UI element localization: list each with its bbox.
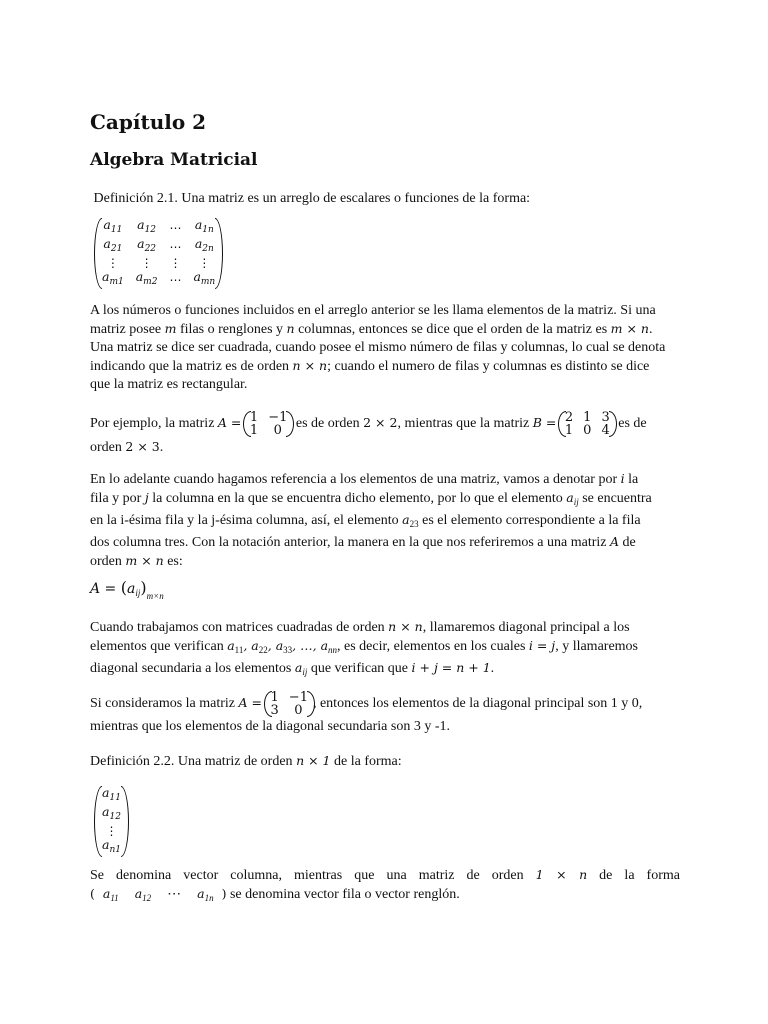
text-line: indicando que la matriz es de orden n × n; cuando el numero de filas y columnas es distinto se dice: [90, 358, 650, 374]
matrix-a2-cell: 0: [294, 702, 303, 718]
text-line: Si consideramos la matriz A = 1 −1 3 0 , entonces los elementos de la diagonal principal son 1 y 0,: [90, 689, 643, 718]
general-matrix-table: [96, 218, 221, 289]
example-diagonals: [90, 688, 680, 736]
paragraph-diagonals: [90, 618, 680, 681]
matrix-b-cell: 4: [601, 422, 610, 438]
general-matrix-row: [96, 256, 221, 270]
text-line: Una matriz se dice ser cuadrada, cuando posee el mismo número de filas y columnas, lo cual se denota: [90, 340, 666, 355]
general-matrix-cell: ⋯: [169, 220, 182, 235]
matrix-a-cell: −1: [268, 409, 288, 425]
matrix-notation: $A = (a_{ij})_{m\times n}$: [90, 578, 164, 601]
definition-label: Definición 2.1.: [93, 191, 178, 206]
general-matrix-row: [96, 270, 221, 289]
column-matrix: [96, 786, 127, 857]
general-matrix-cell: ⋯: [169, 239, 182, 254]
matrix-a-cell: 1: [249, 422, 259, 438]
row-vector-entry: ⋯: [167, 887, 182, 902]
matrix-b-cell: 0: [583, 422, 592, 438]
general-matrix-cell: $a_{m2}$: [135, 269, 158, 287]
matrix-a2-cell: −1: [288, 689, 308, 705]
chapter-heading: Capítulo 2: [90, 110, 207, 134]
column-matrix-cell: $a_{11}$: [102, 785, 121, 803]
text-line: orden 2 × 3.: [90, 439, 164, 455]
row-vector-entry: $a_{12}$: [134, 886, 152, 903]
general-matrix-row: [96, 218, 221, 237]
matrix-b-cell: 1: [583, 409, 592, 425]
matrix-b-cell: 1: [564, 422, 574, 438]
definition-label: Definición 2.2.: [90, 754, 175, 769]
text-line: Por ejemplo, la matriz A = 1 −1 1 0 es de orden 2 × 2, mientras que la matriz B = 2 1 3 1 0 4 es de: [90, 409, 647, 438]
column-matrix-cell: ⋮: [105, 824, 118, 838]
column-matrix-cell: $a_{12}$: [102, 804, 121, 822]
matrix-a-row: [245, 411, 292, 424]
matrix-a2-cell: 1: [270, 689, 279, 705]
general-matrix-cell: $a_{21}$: [103, 236, 123, 254]
text-line: elementos que verifican $a_{11}$, $a_{22}$, $a_{33}$, …, $a_{nn}$, es decir, elementos en los cuales i = j, y llamaremos: [90, 638, 638, 655]
text-line: dos columna tres. Con la notación anterior, la manera en la que nos referiremos a una matriz A de: [90, 534, 636, 550]
general-matrix-cell: $a_{mn}$: [193, 269, 216, 287]
definition-2-1: [90, 190, 680, 208]
matrix-a-example: [245, 411, 292, 437]
general-matrix-cell: ⋯: [169, 272, 182, 287]
text-line: orden m × n es:: [90, 553, 183, 569]
section-title: Algebra Matricial: [90, 150, 258, 170]
paragraph-elements: [90, 302, 680, 394]
matrix-b-row: [560, 424, 615, 437]
row-vector: [95, 887, 222, 902]
general-matrix-cell: $a_{m1}$: [102, 269, 124, 287]
matrix-a2-cell: 3: [270, 702, 279, 718]
general-matrix-cell: $a_{12}$: [137, 217, 157, 235]
matrix-a-cell: 1: [249, 409, 259, 425]
text-line: Cuando trabajamos con matrices cuadradas de orden n × n, llamaremos diagonal principal a los: [90, 619, 630, 635]
text-line: que la matriz es rectangular.: [90, 377, 248, 392]
general-matrix-cell: ⋮: [169, 256, 182, 270]
general-matrix-cell: $a_{22}$: [137, 236, 157, 254]
paragraph-vectors: [90, 866, 680, 907]
row-vector-entry: $a_{1n}$: [197, 886, 214, 903]
row-vector-entry: $a_{11}$: [102, 886, 119, 903]
text-line: En lo adelante cuando hagamos referencia a los elementos de una matriz, vamos a denotar por i la: [90, 471, 639, 487]
general-matrix-cell: ⋮: [198, 256, 211, 270]
general-matrix-cell: ⋮: [140, 256, 153, 270]
definition-text: Una matriz es un arreglo de escalares o funciones de la forma:: [177, 191, 531, 206]
matrix-b-example: [560, 411, 615, 437]
general-matrix-row: [96, 237, 221, 256]
general-matrix-cell: ⋮: [106, 256, 119, 270]
matrix-a2-row: [266, 691, 313, 704]
matrix-a-row: [245, 424, 292, 437]
matrix-b-row: [560, 411, 615, 424]
general-matrix-cell: $a_{11}$: [103, 217, 123, 235]
definition-2-2: Definición 2.2. Una matriz de orden n × 1 de la forma:: [90, 753, 402, 769]
text-line: A los números o funciones incluidos en el arreglo anterior se les llama elementos de la matriz. Si una: [90, 303, 656, 318]
matrix-a-diagonal-example: [266, 691, 313, 717]
general-matrix-cell: $a_{1n}$: [194, 217, 214, 235]
general-matrix: [96, 218, 221, 289]
text-line: matriz posee m filas o renglones y n columnas, entonces se dice que el orden de la matriz es m × n.: [90, 321, 653, 337]
text-line: diagonal secundaria a los elementos $a_{ij}$ que verifican que i + j = n + 1.: [90, 660, 495, 677]
matrix-a2-row: [266, 704, 313, 717]
example-orders: [90, 408, 680, 457]
text-line: fila y por j la columna en la que se encuentra dicho elemento, por lo que el elemento $a_{ij}$ se encuentra: [90, 490, 652, 507]
text-line: ( $a_{11}$ $a_{12}$ ⋯ $a_{1n}$ ) se denomina vector fila o vector renglón.: [90, 886, 460, 903]
matrix-b-cell: 3: [601, 409, 610, 425]
column-matrix-cell: $a_{n1}$: [102, 837, 121, 855]
text-line: en la i-ésima fila y la j-ésima columna, así, el elemento $a_{23}$ es el elemento correspondiente a la fila: [90, 512, 641, 529]
text-line: Se denomina vector columna, mientras que una matriz de orden 1 × n de la forma: [90, 867, 680, 883]
matrix-b-cell: 2: [564, 409, 574, 425]
matrix-a-cell: 0: [273, 422, 282, 438]
text-line: mientras que los elementos de la diagonal secundaria son 3 y -1.: [90, 719, 451, 734]
general-matrix-cell: $a_{2n}$: [194, 236, 214, 254]
paragraph-notation: [90, 470, 680, 571]
